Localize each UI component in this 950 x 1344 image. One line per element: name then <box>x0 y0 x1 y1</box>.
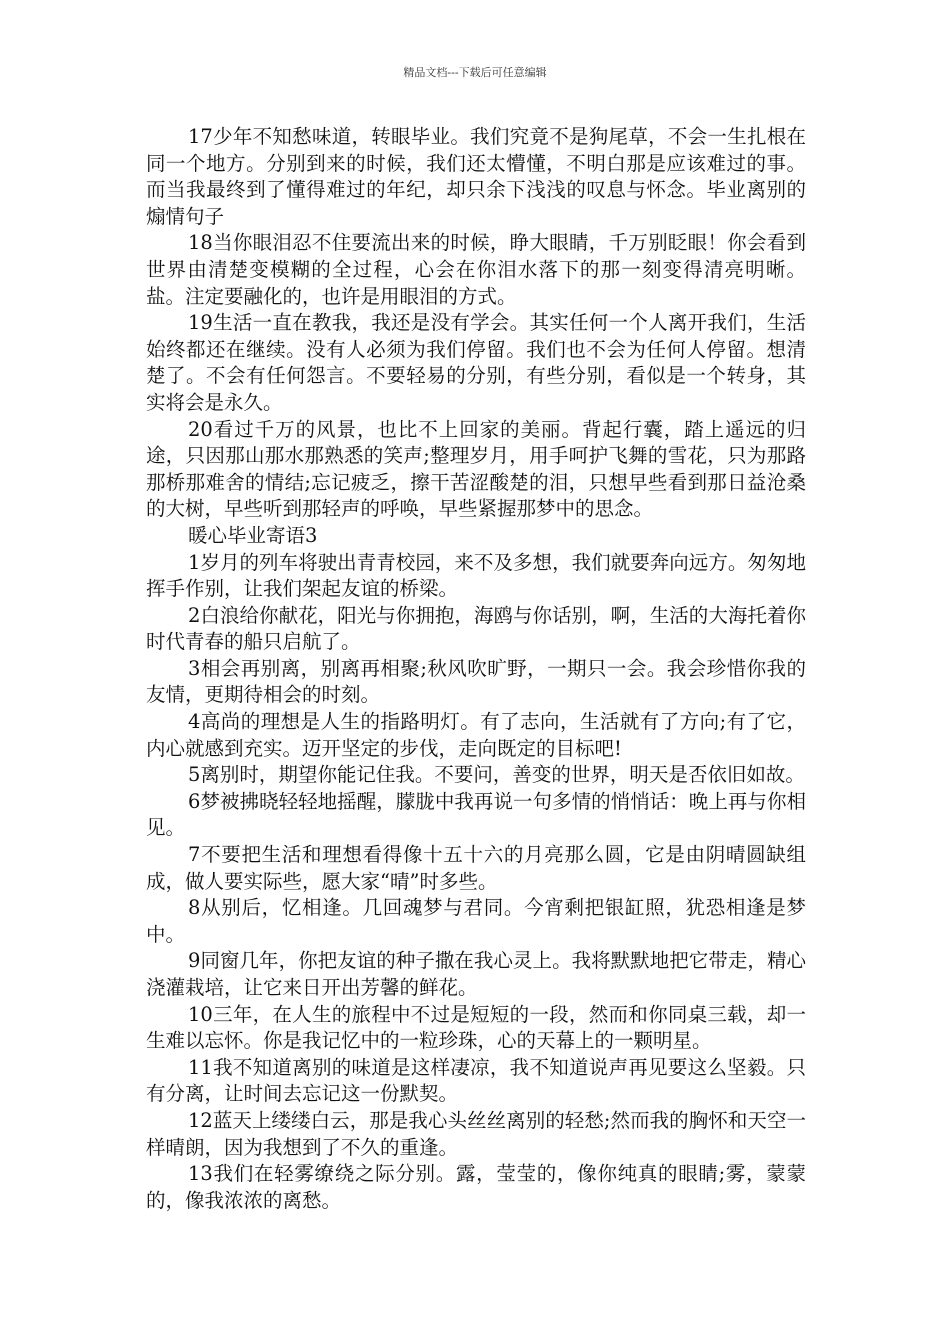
section-heading: 暖心毕业寄语3 <box>188 523 318 547</box>
paragraph-7: 7不要把生活和理想看得像十五十六的月亮那么圆，它是由阴晴圆缺组成，做人要实际些，愿大家“晴”时多些。 <box>146 843 806 893</box>
paragraph-6: 6梦被拂晓轻轻地摇醒，朦胧中我再说一句多情的悄悄话：晚上再与你相见。 <box>146 789 806 840</box>
paragraph-10: 10三年，在人生的旅程中不过是短短的一段，然而和你同桌三载，却一生难以忘怀。你是我记忆中的一粒珍珠，心的天幕上的一颗明星。 <box>146 1002 806 1053</box>
paragraph-11: 11我不知道离别的味道是这样凄凉，我不知道说声再见要这么坚毅。只有分离，让时间去忘记这一份默契。 <box>146 1055 806 1106</box>
paragraph-18: 18当你眼泪忍不住要流出来的时候，睁大眼睛，千万别眨眼！你会看到世界由清楚变模糊的全过程，心会在你泪水落下的那一刻变得清亮明晰。盐。注定要融化的，也许是用眼泪的方式。 <box>146 231 806 308</box>
paragraph-19: 19生活一直在教我，我还是没有学会。其实任何一个人离开我们，生活始终都还在继续。没有人必须为我们停留。我们也不会为任何人停留。想清楚了。不会有任何怨言。不要轻易的分别，有些分别，看似是一个转身，其实将会是永久。 <box>146 311 806 414</box>
paragraph-17: 17少年不知愁味道，转眼毕业。我们究竟不是狗尾草，不会一生扎根在同一个地方。分别到来的时候，我们还太懵懂，不明白那是应该难过的事。而当我最终到了懂得难过的年纪，却只余下浅浅的叹息与怀念。毕业离别的煽情句子 <box>146 125 806 228</box>
paragraph-1: 1岁月的列车将驶出青青校园，来不及多想，我们就要奔向远方。匆匆地挥手作别，让我们架起友谊的桥梁。 <box>146 550 806 601</box>
paragraph-3: 3相会再别离，别离再相聚;秋风吹旷野，一期只一会。我会珍惜你我的友情，更期待相会的时刻。 <box>146 656 806 707</box>
paragraph-13: 13我们在轻雾缭绕之际分别。露，莹莹的，像你纯真的眼睛;雾，蒙蒙的，像我浓浓的离愁。 <box>146 1162 806 1212</box>
paragraph-20: 20看过千万的风景，也比不上回家的美丽。背起行囊，踏上遥远的归途，只因那山那水那熟悉的笑声;整理岁月，用手呵护飞舞的雪花，只为那路那桥那难舍的情结;忘记疲乏，擦干苦涩酸楚的泪，只想早些看到那日益沧桑的大树，早些听到那轻声的呼唤，早些紧握那梦中的思念。 <box>146 417 806 521</box>
paragraph-4: 4高尚的理想是人生的指路明灯。有了志向，生活就有了方向;有了它，内心就感到充实。迈开坚定的步伐，走向既定的目标吧! <box>146 710 806 760</box>
paragraph-12: 12蓝天上缕缕白云，那是我心头丝丝离别的轻愁;然而我的胸怀和天空一样晴朗，因为我想到了不久的重逢。 <box>146 1108 806 1159</box>
paragraph-5: 5离别时，期望你能记住我。不要问，善变的世界，明天是否依旧如故。 <box>188 763 805 787</box>
document-body <box>146 124 806 1214</box>
page-header: 精品文档---下载后可任意编辑 <box>403 66 547 79</box>
paragraph-2: 2白浪给你献花，阳光与你拥抱，海鸥与你话别，啊，生活的大海托着你时代青春的船只启航了。 <box>146 603 806 654</box>
paragraph-9: 9同窗几年，你把友谊的种子撒在我心灵上。我将默默地把它带走，精心浇灌栽培，让它来日开出芳馨的鲜花。 <box>146 949 806 999</box>
paragraph-8: 8从别后，忆相逢。几回魂梦与君同。今宵剩把银缸照，犹恐相逢是梦中。 <box>146 896 806 946</box>
